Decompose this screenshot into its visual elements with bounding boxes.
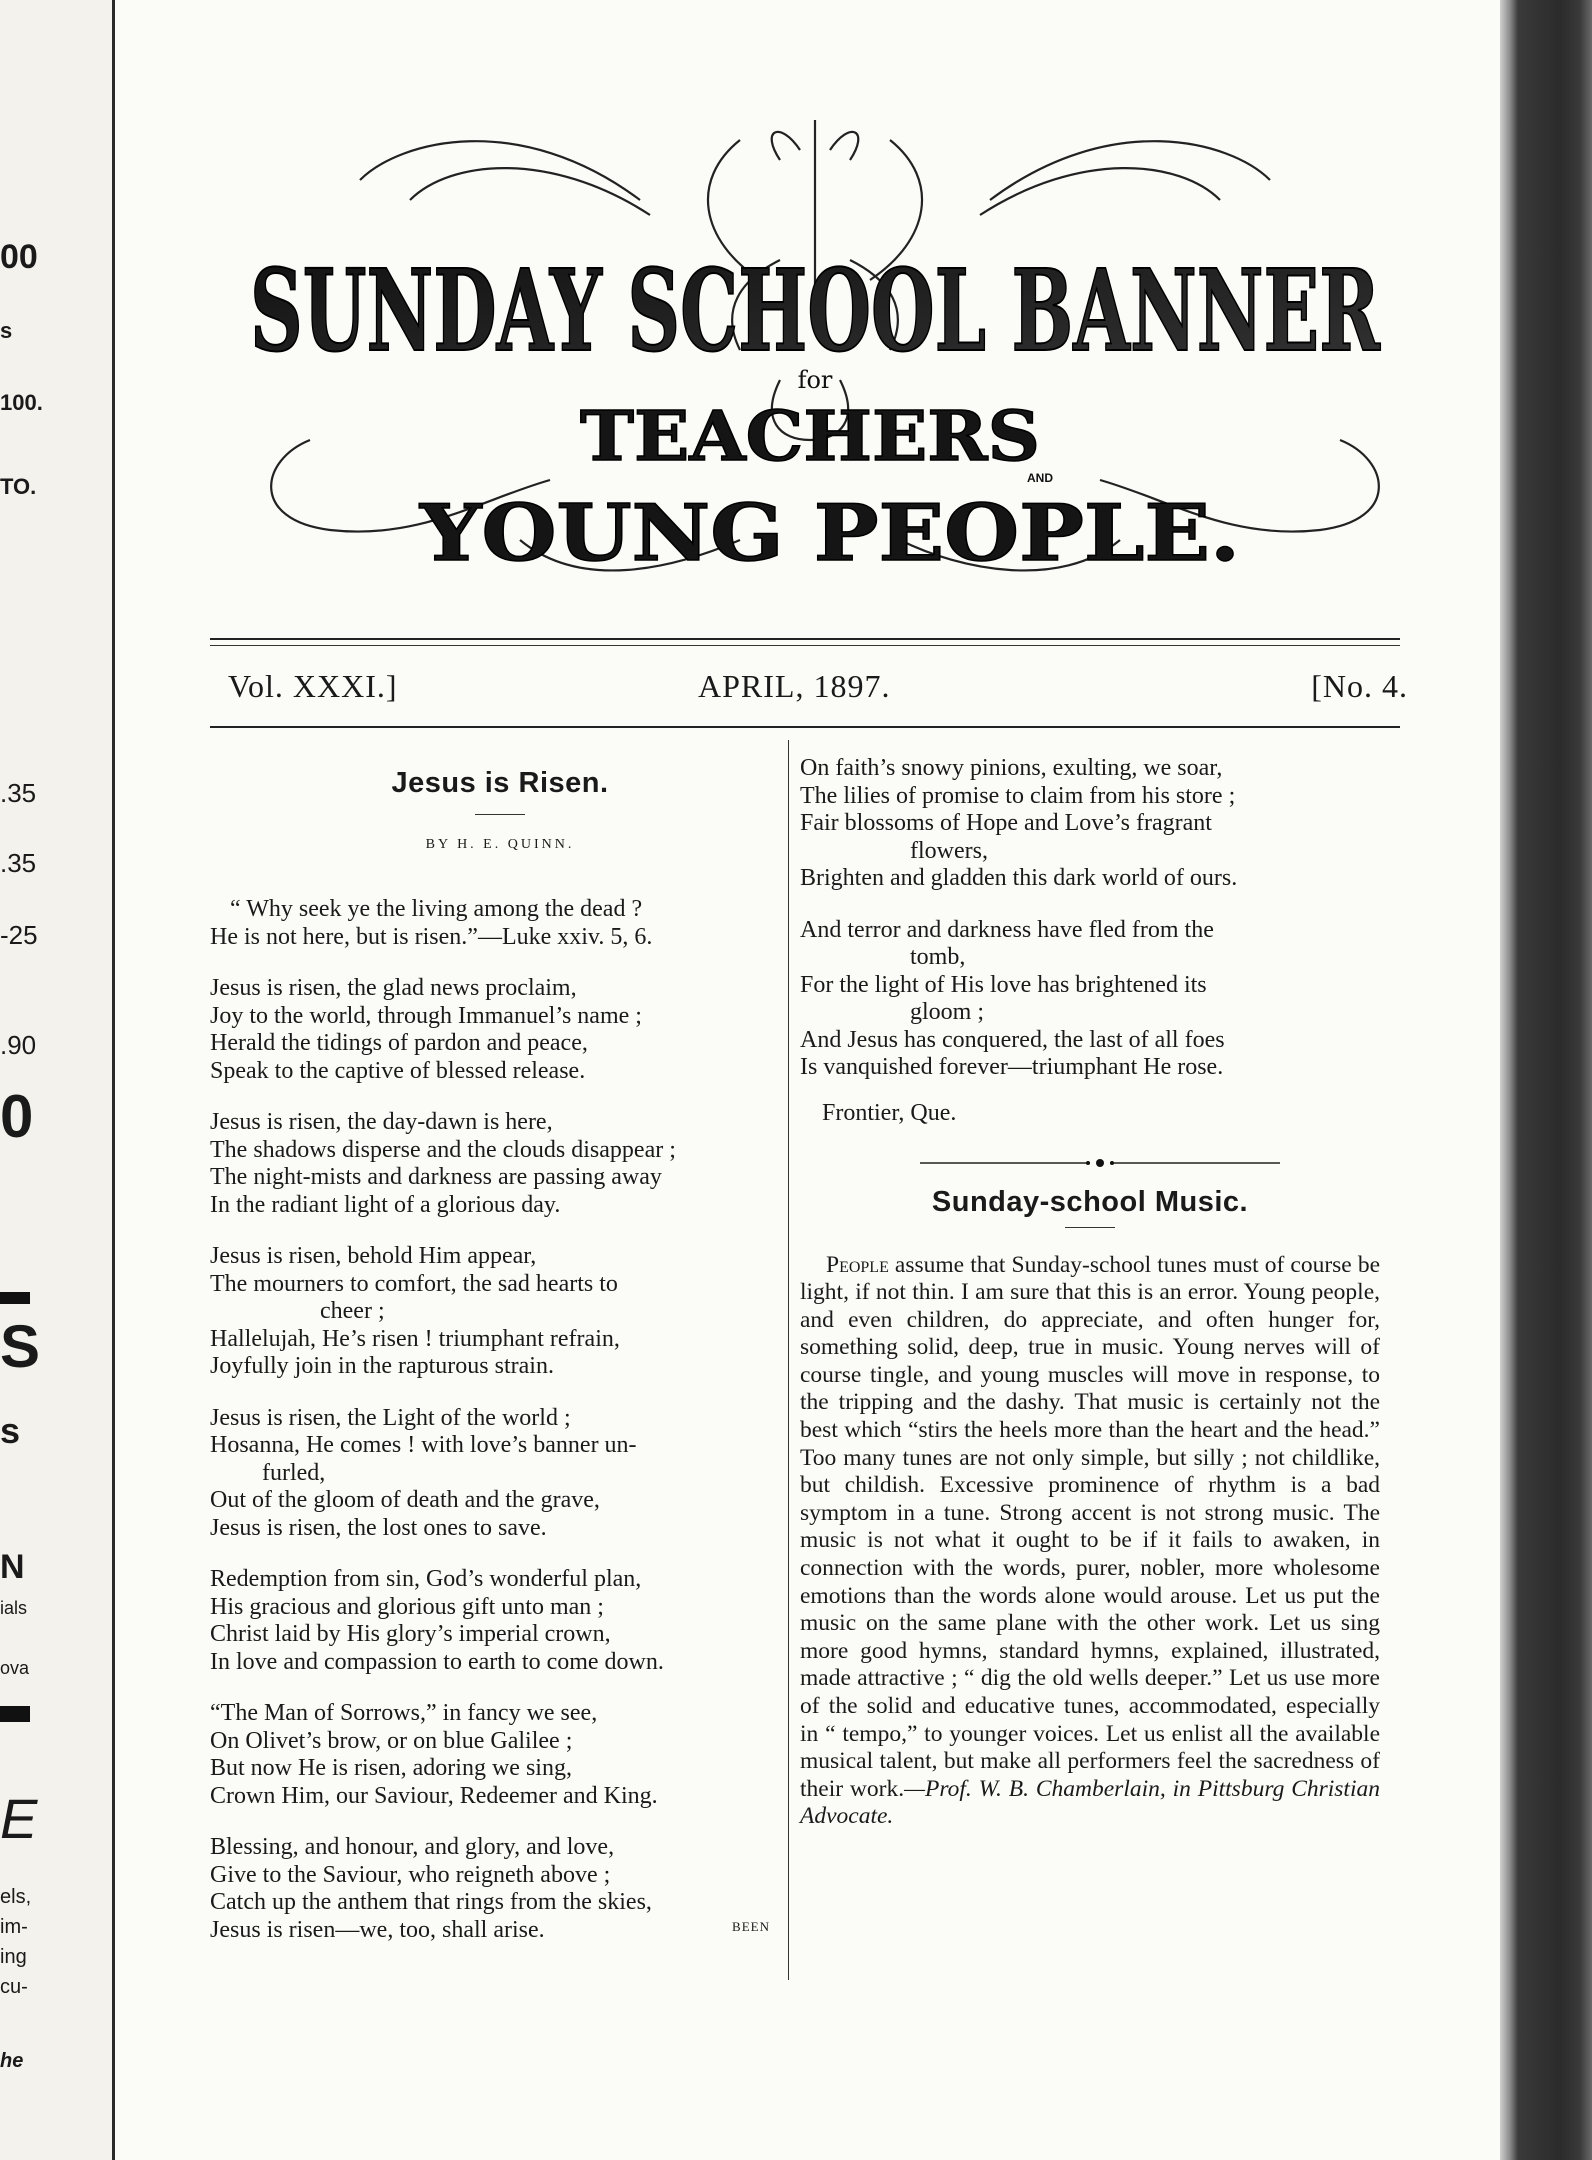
poem-stanza bbox=[210, 1405, 790, 1543]
poem-line: “The Man of Sorrows,” in fancy we see, bbox=[210, 1700, 598, 1726]
poem-stanza bbox=[800, 755, 1380, 893]
poem-stanza bbox=[800, 917, 1380, 1082]
margin-fragment: ials bbox=[0, 1598, 28, 1618]
poem-line: The shadows disperse and the clouds disappear ; bbox=[210, 1136, 676, 1163]
poem-line: Out of the gloom of death and the grave, bbox=[210, 1487, 600, 1513]
book-binding bbox=[1500, 0, 1592, 2160]
poem-line: Joy to the world, through Immanuel’s name ; bbox=[210, 1002, 642, 1029]
masthead-for: for bbox=[797, 366, 833, 394]
poem-line: Christ laid by His glory’s imperial crown, bbox=[210, 1621, 611, 1647]
margin-fragment: N bbox=[0, 1548, 25, 1586]
top-rule bbox=[210, 638, 1400, 640]
issue-number: [No. 4. bbox=[1311, 668, 1408, 704]
poem-line: Hallelujah, He’s risen ! triumphant refrain, bbox=[210, 1325, 620, 1352]
title-rule bbox=[475, 814, 525, 815]
masthead-and: AND bbox=[1027, 471, 1053, 485]
article-title: Sunday-school Music. bbox=[931, 1186, 1249, 1218]
margin-fragment: 100. bbox=[0, 390, 43, 415]
margin-fragment: he bbox=[0, 2050, 24, 2072]
margin-fragment: ova bbox=[0, 1658, 30, 1678]
poem-stanza bbox=[210, 1109, 790, 1219]
poem-stanza bbox=[210, 1834, 790, 1944]
poem-line: His gracious and glorious gift unto man ; bbox=[210, 1593, 604, 1620]
poem-line: Catch up the anthem that rings from the skies, bbox=[210, 1889, 652, 1915]
poem-line: On Olivet’s brow, or on blue Galilee ; bbox=[210, 1727, 573, 1754]
margin-fragment: S bbox=[0, 1313, 41, 1380]
poem-stanza bbox=[210, 1566, 790, 1676]
poem-line: cheer ; bbox=[320, 1298, 385, 1324]
poem-line: Jesus is risen, the Light of the world ; bbox=[210, 1404, 571, 1431]
margin-fragment: .35 bbox=[0, 778, 37, 808]
poem-line: Fair blossoms of Hope and Love’s fragrant bbox=[800, 810, 1212, 836]
adjacent-page-margin bbox=[0, 0, 115, 2160]
poem-line: Jesus is risen, behold Him appear, bbox=[210, 1243, 537, 1269]
margin-fragment: .90 bbox=[0, 1030, 37, 1060]
poem-line: The lilies of promise to claim from his store ; bbox=[800, 782, 1236, 809]
poem-stanza bbox=[210, 1700, 790, 1810]
margin-fragment: 0 bbox=[0, 1083, 34, 1150]
margin-fragment: ing bbox=[0, 1946, 27, 1968]
poem-line: Jesus is risen, the lost ones to save. bbox=[210, 1514, 547, 1541]
issue-date: APRIL, 1897. bbox=[698, 668, 891, 704]
poem-line: gloom ; bbox=[910, 999, 985, 1025]
poem-line: And Jesus has conquered, the last of all foes bbox=[800, 1026, 1225, 1053]
poem-line: In love and compassion to earth to come down. bbox=[210, 1648, 664, 1675]
top-rule-thin bbox=[210, 645, 1400, 646]
masthead-young-people: YOUNG PEOPLE. bbox=[418, 488, 1240, 579]
margin-fragment: els, bbox=[0, 1886, 32, 1908]
page bbox=[140, 0, 1470, 2160]
poem-stanza bbox=[210, 1243, 790, 1381]
margin-fragment: -25 bbox=[0, 920, 38, 950]
margin-fragment: s bbox=[0, 1410, 21, 1451]
poem-stanza bbox=[210, 975, 790, 1085]
poem-line: The night-mists and darkness are passing away bbox=[210, 1164, 662, 1190]
epigraph-line: “ Why seek ye the living among the dead ? bbox=[230, 896, 643, 922]
poem-line: Speak to the captive of blessed release. bbox=[210, 1057, 586, 1084]
margin-fragment: s bbox=[0, 318, 13, 343]
poem-line: Herald the tidings of pardon and peace, bbox=[210, 1030, 588, 1056]
poem-line: Joyfully join in the rapturous strain. bbox=[210, 1353, 554, 1379]
bottom-rule bbox=[210, 726, 1400, 728]
poem-epigraph bbox=[210, 896, 790, 951]
section-ornament bbox=[800, 1143, 1380, 1183]
margin-fragment: .35 bbox=[0, 848, 37, 878]
issue-line bbox=[228, 668, 1408, 718]
poem-line: Crown Him, our Saviour, Redeemer and King. bbox=[210, 1782, 658, 1809]
poem-byline: BY H. E. QUINN. bbox=[425, 836, 575, 852]
masthead-teachers: TEACHERS bbox=[580, 397, 1040, 477]
masthead-title: SUNDAY SCHOOL BANNER bbox=[250, 246, 1381, 377]
margin-bar bbox=[0, 1292, 30, 1304]
poem-line: tomb, bbox=[910, 944, 966, 970]
left-column bbox=[210, 750, 790, 1968]
poem-line: furled, bbox=[262, 1459, 326, 1486]
poem-line: For the light of His love has brightened its bbox=[800, 971, 1207, 998]
margin-fragment: E bbox=[0, 1787, 38, 1850]
poem-title: Jesus is Risen. bbox=[391, 767, 609, 799]
poem-line: In the radiant light of a glorious day. bbox=[210, 1191, 561, 1218]
article-body bbox=[800, 1252, 1380, 1831]
poem-line: Give to the Saviour, who reigneth above ; bbox=[210, 1861, 611, 1888]
poem-line: Jesus is risen, the day-dawn is here, bbox=[210, 1109, 553, 1135]
margin-fragment: 00 bbox=[0, 238, 38, 276]
right-column bbox=[800, 755, 1380, 1831]
poem-line: Blessing, and honour, and glory, and love, bbox=[210, 1834, 615, 1860]
masthead-logo bbox=[220, 120, 1410, 640]
poem-line: The mourners to comfort, the sad hearts to bbox=[210, 1270, 618, 1297]
poem-line: But now He is risen, adoring we sing, bbox=[210, 1755, 572, 1781]
margin-fragment: TO. bbox=[0, 474, 37, 499]
poem-line: Redemption from sin, God’s wonderful plan, bbox=[210, 1566, 642, 1592]
margin-bar bbox=[0, 1706, 30, 1722]
poem-line: Hosanna, He comes ! with love’s banner un- bbox=[210, 1432, 637, 1458]
article-text: assume that Sunday-school tunes must of course be light, if not thin. I am sure that this is an error. Young people, and even children, do appreciate, and often hunger for, something solid, deep, true in music. Young nerves will of course tingle, and young muscles will move in response, to the tripping and the dashy. That music is certainly not the best which “stirs the heels more than the heart and the head.” Too many tunes are not only simple, but silly ; not childlike, but childish. Excessive prominence of rhythm is a bad symptom in a tune. Strong accent is not strong music. The music is not what it ought to be if it fails to awaken, in connection with the words, purer, nobler, more wholesome emotions than the words alone would arouse. Let us put the music on the same plane with the other work. Let us sing more good hymns, standard hymns, explained, illustrated, made attractive ; “ dig the old wells deeper.” Let us use more of the solid and educative tunes, accommodated, especially in “ tempo,” to younger voices. Let us enlist all the available musical talent, but make all performers feel the sacredness of their work. bbox=[800, 1251, 1380, 1802]
title-rule bbox=[1065, 1227, 1115, 1228]
poem-line: flowers, bbox=[910, 837, 988, 864]
poem-line: On faith’s snowy pinions, exulting, we soar, bbox=[800, 755, 1223, 781]
margin-fragment: im- bbox=[0, 1916, 28, 1938]
margin-fragment: cu- bbox=[0, 1976, 28, 1998]
epigraph-line: He is not here, but is risen.”—Luke xxiv. 5, 6. bbox=[210, 923, 653, 950]
poem-place: Frontier, Que. bbox=[822, 1099, 957, 1126]
article-lead-word: People bbox=[826, 1251, 889, 1278]
poem-line: Brighten and gladden this dark world of ours. bbox=[800, 865, 1238, 891]
poem-line: And terror and darkness have fled from the bbox=[800, 916, 1214, 943]
volume-number: Vol. XXXI.] bbox=[228, 668, 398, 704]
poem-line: Jesus is risen—we, too, shall arise. bbox=[210, 1916, 545, 1943]
poem-line: Jesus is risen, the glad news proclaim, bbox=[210, 975, 577, 1001]
article-attribution: —Prof. W. B. Chamberlain, in Pittsburg Christian Advocate. bbox=[800, 1775, 1380, 1830]
catchword: BEEN bbox=[732, 1918, 770, 1934]
poem-line: Is vanquished forever—triumphant He rose. bbox=[800, 1054, 1224, 1080]
